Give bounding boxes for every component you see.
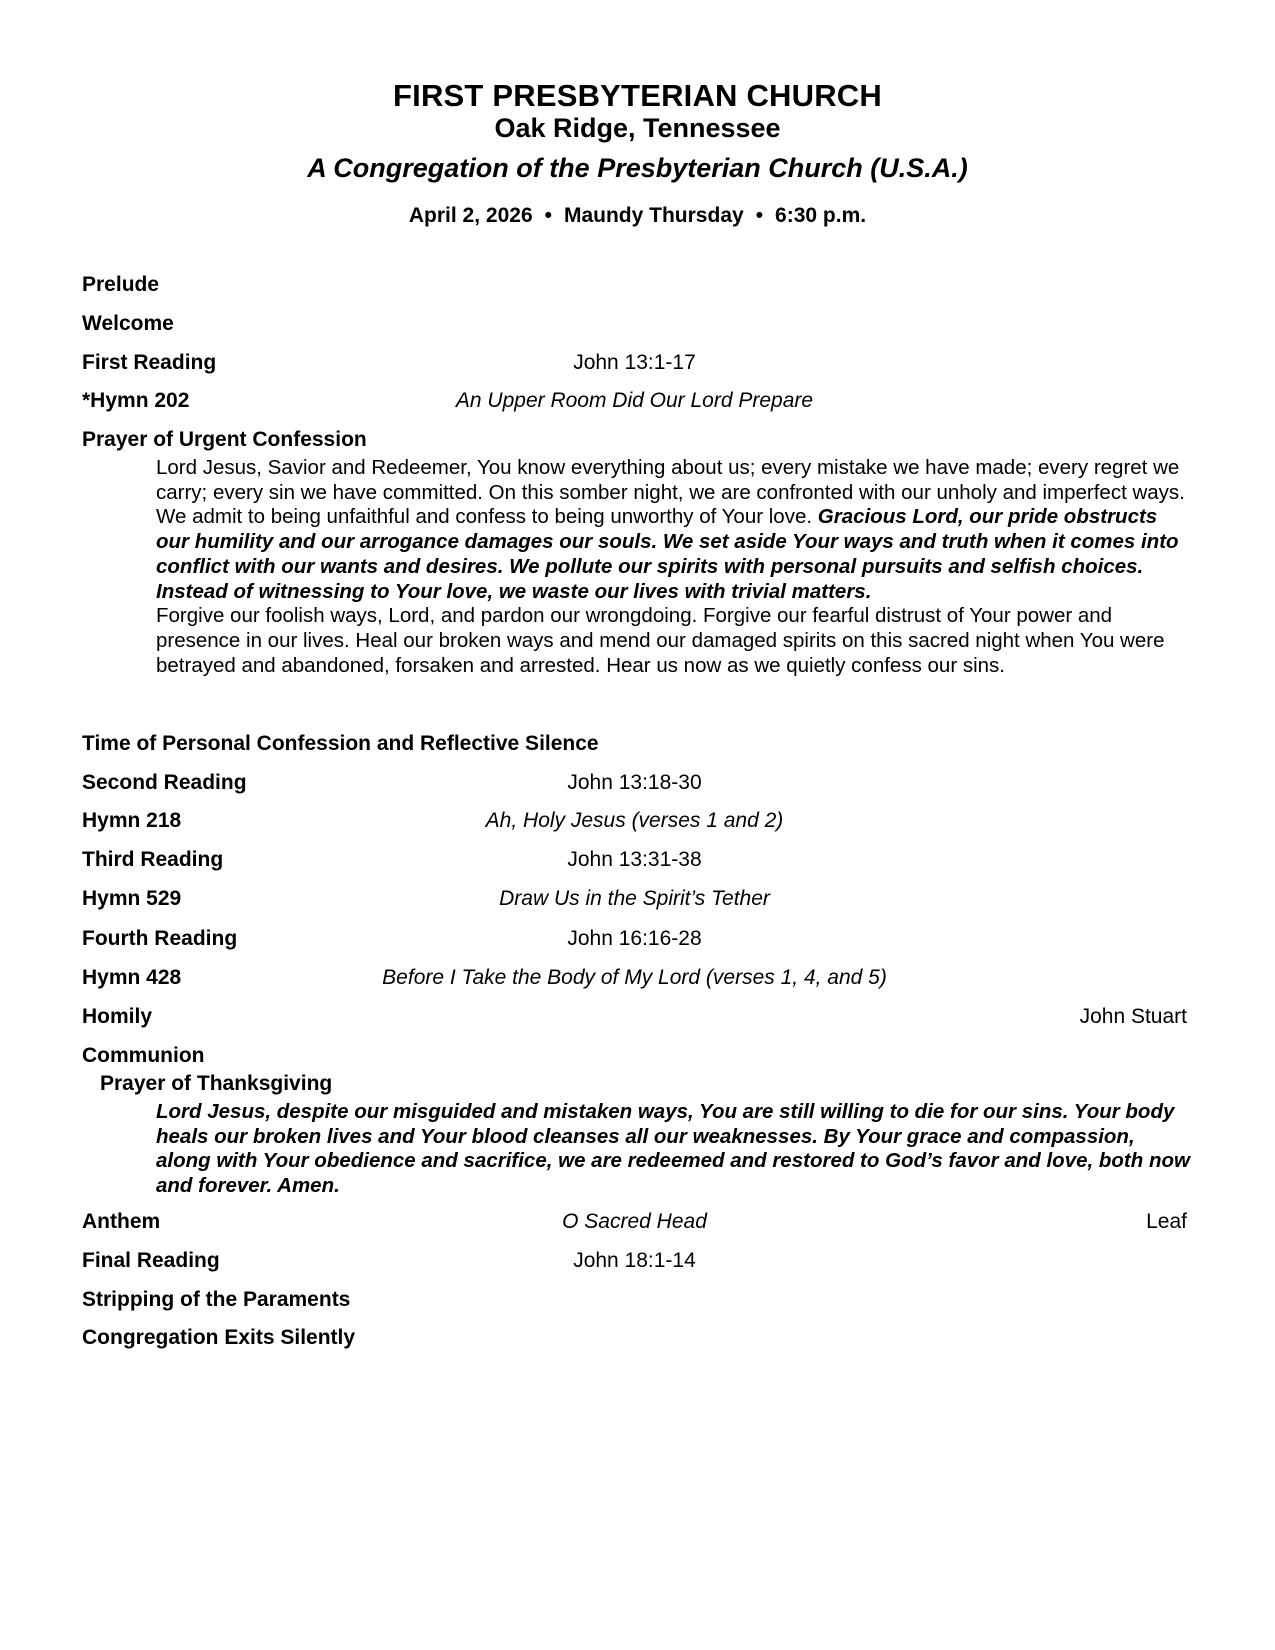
anthem-composer: Leaf bbox=[1146, 1210, 1187, 1233]
item-label: First Reading bbox=[82, 351, 217, 374]
item-label: *Hymn 202 bbox=[82, 389, 190, 412]
church-name: FIRST PRESBYTERIAN CHURCH bbox=[393, 78, 882, 113]
item-label: Prayer of Urgent Confession bbox=[82, 428, 367, 451]
bullet-separator: • bbox=[755, 204, 764, 227]
item-anthem bbox=[82, 1210, 1187, 1238]
item-hymn-529 bbox=[82, 887, 1187, 915]
hymn-title: An Upper Room Did Our Lord Prepare bbox=[455, 389, 814, 412]
item-welcome bbox=[82, 312, 1187, 340]
item-first-reading bbox=[82, 351, 1187, 379]
item-paraments bbox=[82, 1288, 1187, 1316]
item-label: Time of Personal Confession and Reflective Silence bbox=[82, 732, 599, 755]
item-homily bbox=[82, 1005, 1187, 1033]
confession-text-plain: Lord Jesus, Savior and Redeemer, You know everything about us; every mistake we have made; every regret we carry; every sin we have committed. On this somber night, we are confronted with our unholy and imperfect ways. We admit to being unfaithful and confess to being unworthy of Your love. bbox=[156, 456, 1185, 529]
scripture-reference: John 16:16-28 bbox=[567, 927, 702, 950]
confession-prayer bbox=[156, 456, 1191, 678]
item-label: Second Reading bbox=[82, 771, 247, 794]
item-label: Communion bbox=[82, 1044, 205, 1067]
homily-speaker: John Stuart bbox=[1079, 1005, 1187, 1028]
item-final-reading bbox=[82, 1249, 1187, 1277]
item-hymn-218 bbox=[82, 809, 1187, 837]
service-info bbox=[0, 204, 1275, 228]
item-label: Third Reading bbox=[82, 848, 224, 871]
hymn-title: Draw Us in the Spirit’s Tether bbox=[499, 887, 770, 910]
item-label: Congregation Exits Silently bbox=[82, 1326, 356, 1349]
item-communion bbox=[82, 1044, 1187, 1072]
item-hymn-202 bbox=[82, 389, 1187, 417]
item-label: Stripping of the Paraments bbox=[82, 1288, 351, 1311]
item-second-reading bbox=[82, 771, 1187, 799]
hymn-title: Before I Take the Body of My Lord (verses 1, 4, and 5) bbox=[382, 966, 887, 989]
confession-text-unison: Gracious Lord, our pride obstructs our humility and our arrogance damages our souls. We set aside Your ways and truth when it comes into conflict with our wants and desires. We pollute our spirits with personal pursuits and selfish choices. Instead of witnessing to Your love, we waste our lives with trivial matters. bbox=[156, 505, 1179, 603]
service-occasion: Maundy Thursday bbox=[563, 204, 744, 227]
bullet-separator: • bbox=[544, 204, 552, 227]
scripture-reference: John 13:18-30 bbox=[567, 771, 702, 794]
item-label: Homily bbox=[82, 1005, 153, 1028]
scripture-reference: John 13:31-38 bbox=[567, 848, 702, 871]
item-label: Anthem bbox=[82, 1210, 161, 1233]
item-label: Hymn 218 bbox=[82, 809, 182, 832]
thanksgiving-prayer: Lord Jesus, despite our misguided and mistaken ways, You are still willing to die for our sins. Your body heals our broken lives and Your blood cleanses all our weaknesses. By Your grace and compassion, along with Your obedience and sacrifice, we are redeemed and restored to God’s favor and love, both now and forever. Amen. bbox=[156, 1100, 1190, 1198]
item-silence bbox=[82, 732, 1187, 760]
church-location: Oak Ridge, Tennessee bbox=[494, 113, 781, 143]
item-confession bbox=[82, 428, 1187, 456]
denomination: A Congregation of the Presbyterian Church (U.S.A.) bbox=[307, 153, 968, 183]
item-label: Fourth Reading bbox=[82, 927, 238, 950]
item-label: Hymn 529 bbox=[82, 887, 182, 910]
scripture-reference: John 13:1-17 bbox=[573, 351, 696, 374]
thanksgiving-label: Prayer of Thanksgiving bbox=[100, 1072, 333, 1095]
item-prelude bbox=[82, 273, 1187, 301]
confession-text-forgive: Forgive our foolish ways, Lord, and pardon our wrongdoing. Forgive our fearful distrust of Your power and presence in our lives. Heal our broken ways and mend our damaged spirits on this sacred night when You were betrayed and abandoned, forsaken and arrested. Hear us now as we quietly confess our sins. bbox=[156, 604, 1165, 677]
anthem-title: O Sacred Head bbox=[562, 1210, 707, 1233]
hymn-title: Ah, Holy Jesus (verses 1 and 2) bbox=[485, 809, 784, 832]
service-time: 6:30 p.m. bbox=[775, 204, 867, 227]
item-fourth-reading bbox=[82, 927, 1187, 955]
item-third-reading bbox=[82, 848, 1187, 876]
item-exit bbox=[82, 1326, 1187, 1354]
scripture-reference: John 18:1-14 bbox=[573, 1249, 696, 1272]
service-date: April 2, 2026 bbox=[408, 204, 533, 227]
item-label: Final Reading bbox=[82, 1249, 220, 1272]
item-label: Welcome bbox=[82, 312, 174, 335]
item-hymn-428 bbox=[82, 966, 1187, 994]
item-label: Hymn 428 bbox=[82, 966, 182, 989]
item-label: Prelude bbox=[82, 273, 160, 296]
